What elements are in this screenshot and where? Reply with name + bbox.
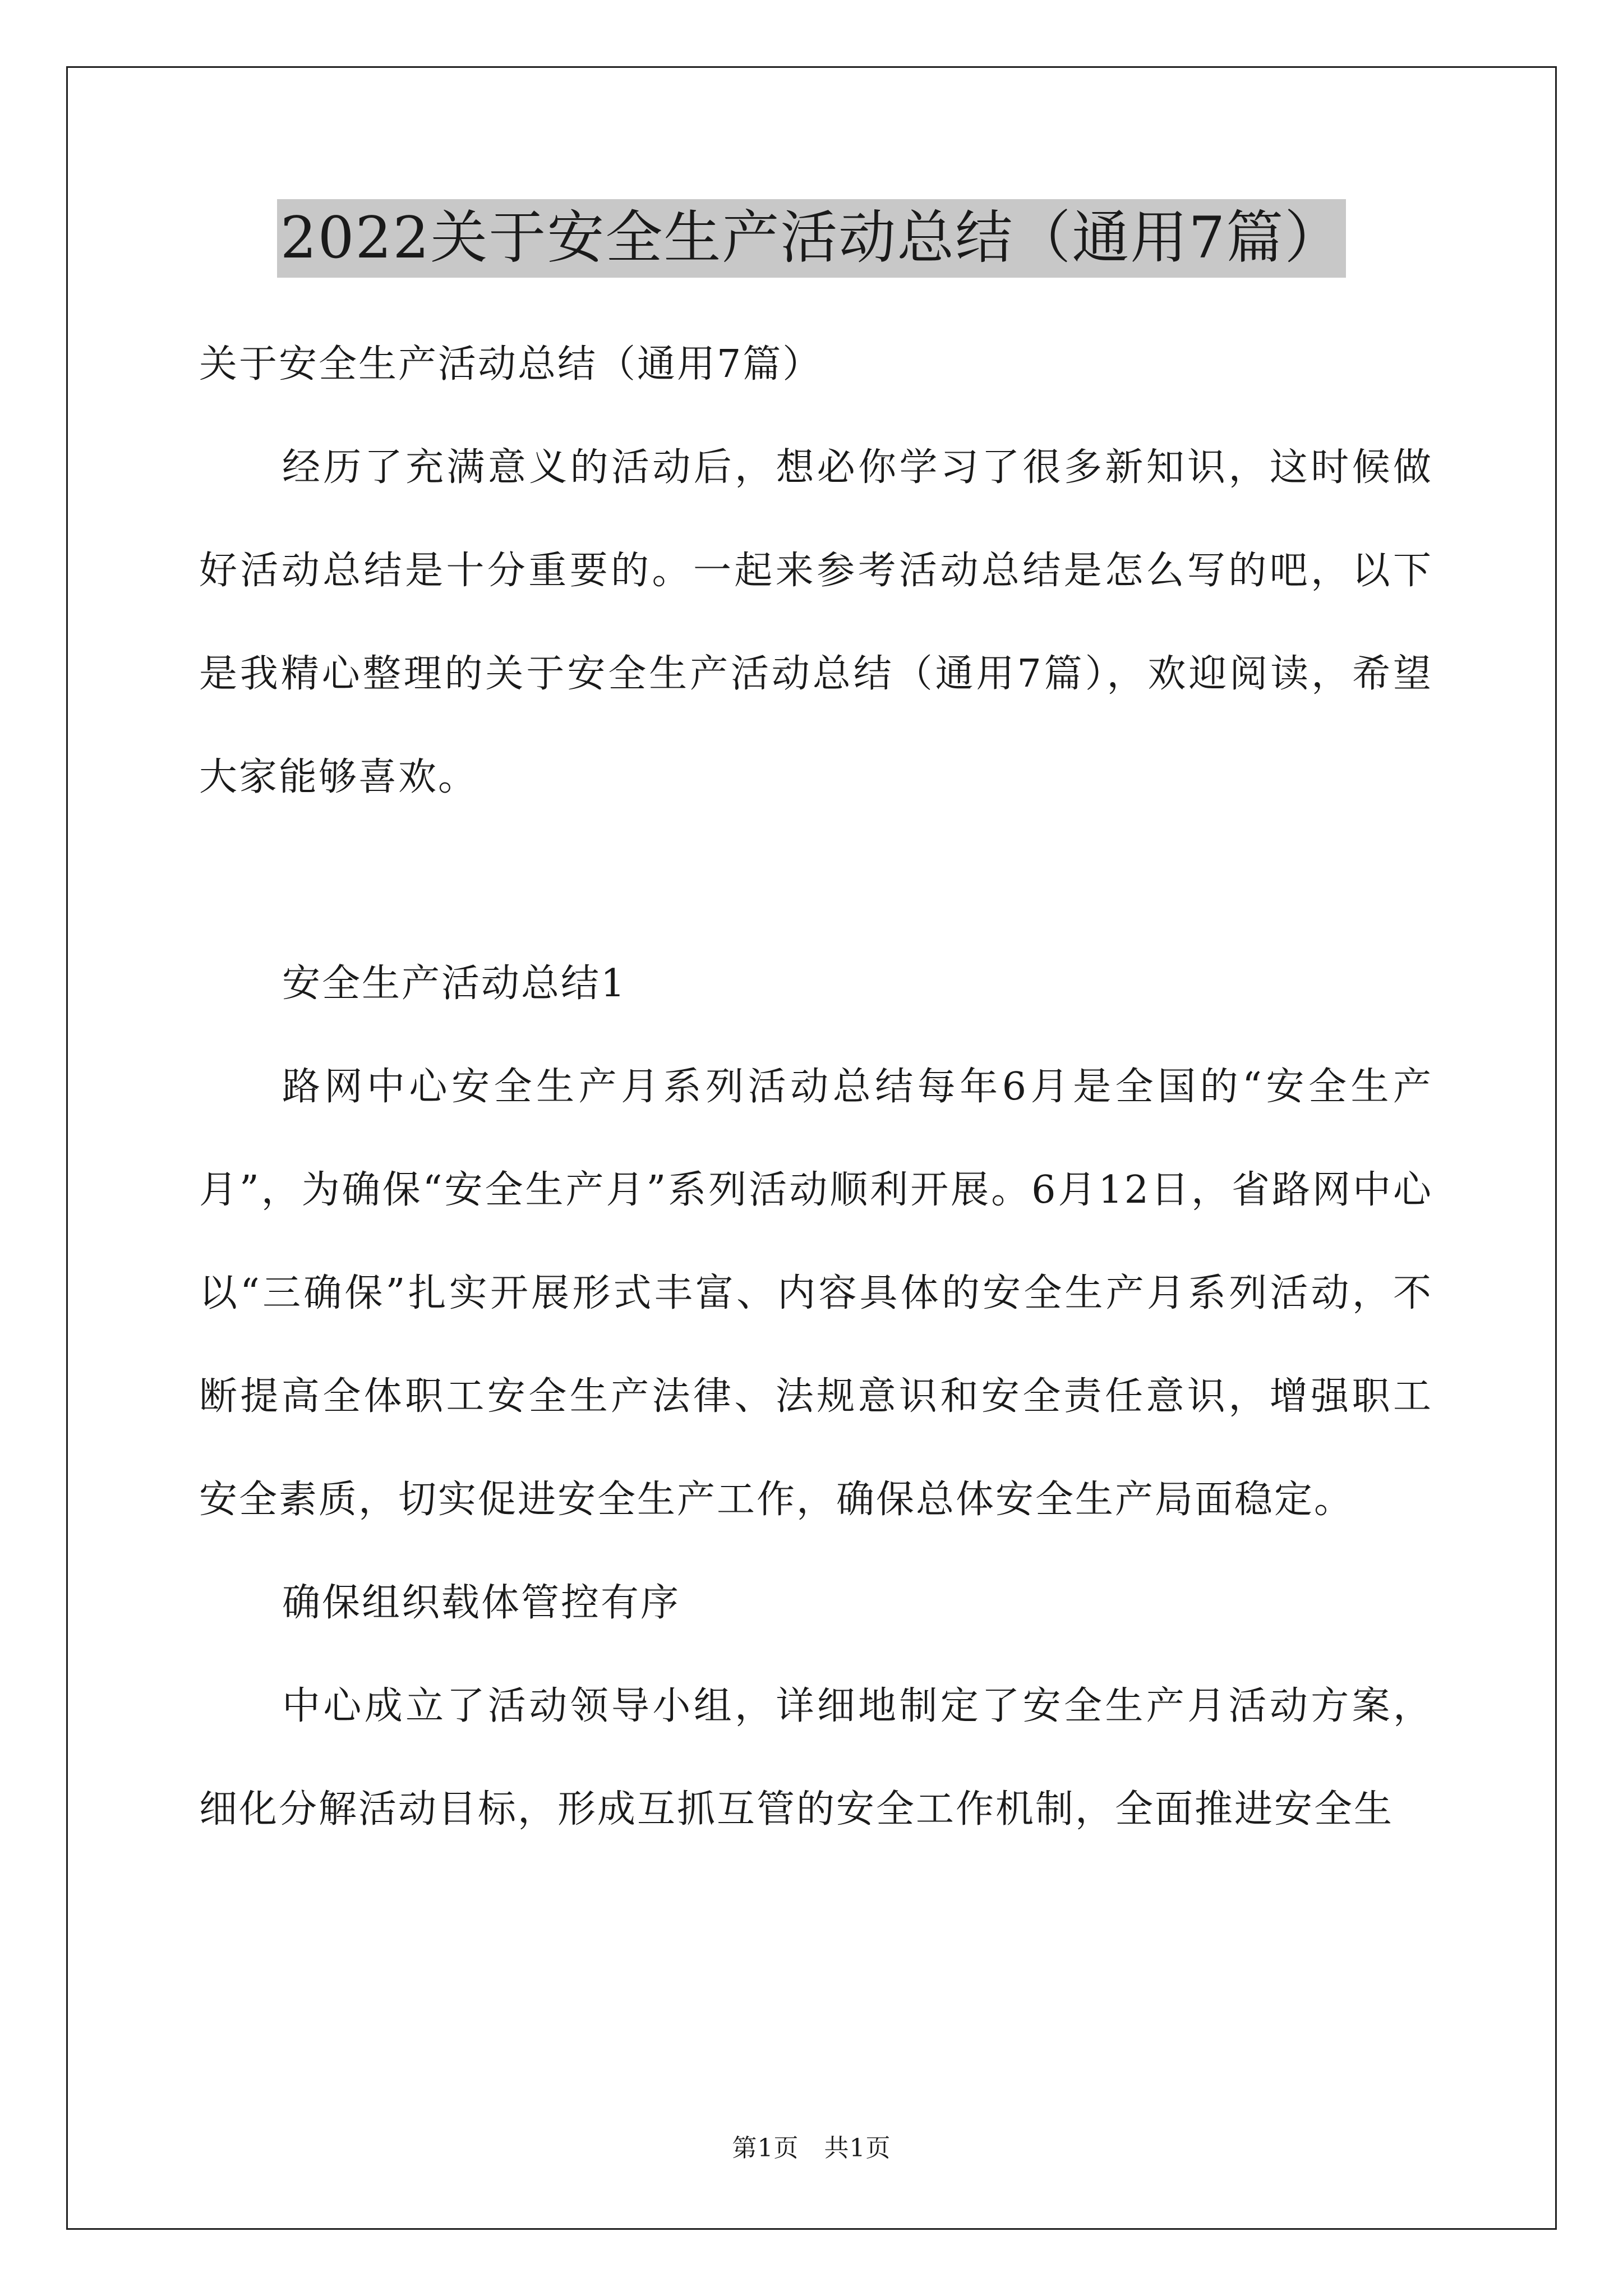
section-spacer: [199, 829, 1433, 932]
intro-paragraph: 经历了充满意义的活动后，想必你学习了很多新知识，这时候做好活动总结是十分重要的。一起来参考活动总结是怎么写的吧，以下是我精心整理的关于安全生产活动总结（通用7篇），欢迎阅读，希望大家能够喜欢。: [199, 445, 1433, 799]
section-paragraph: 路网中心安全生产月系列活动总结每年6月是全国的“安全生产月”，为确保“安全生产月”系列活动顺利开展。6月12日，省路网中心以“三确保”扎实开展形式丰富、内容具体的安全生产月系列活动，不断提高全体职工安全生产法律、法规意识和安全责任意识，增强职工安全素质，切实促进安全生产工作，确保总体安全生产局面稳定。: [199, 1065, 1433, 1522]
section-paragraph: 中心成立了活动领导小组，详细地制定了安全生产月活动方案，细化分解活动目标，形成互抓互管的安全工作机制，全面推进安全生: [199, 1684, 1433, 1832]
document-subtitle: 关于安全生产活动总结（通用7篇）: [199, 342, 823, 386]
subsection-heading: 确保组织载体管控有序: [282, 1581, 681, 1625]
page-footer: 第1页 共1页: [732, 2134, 891, 2162]
section-heading: 安全生产活动总结1: [282, 961, 627, 1006]
document-title: 2022关于安全生产活动总结（通用7篇）: [277, 199, 1346, 278]
title-wrap: [0, 199, 1623, 278]
document-body: [199, 313, 1433, 1861]
